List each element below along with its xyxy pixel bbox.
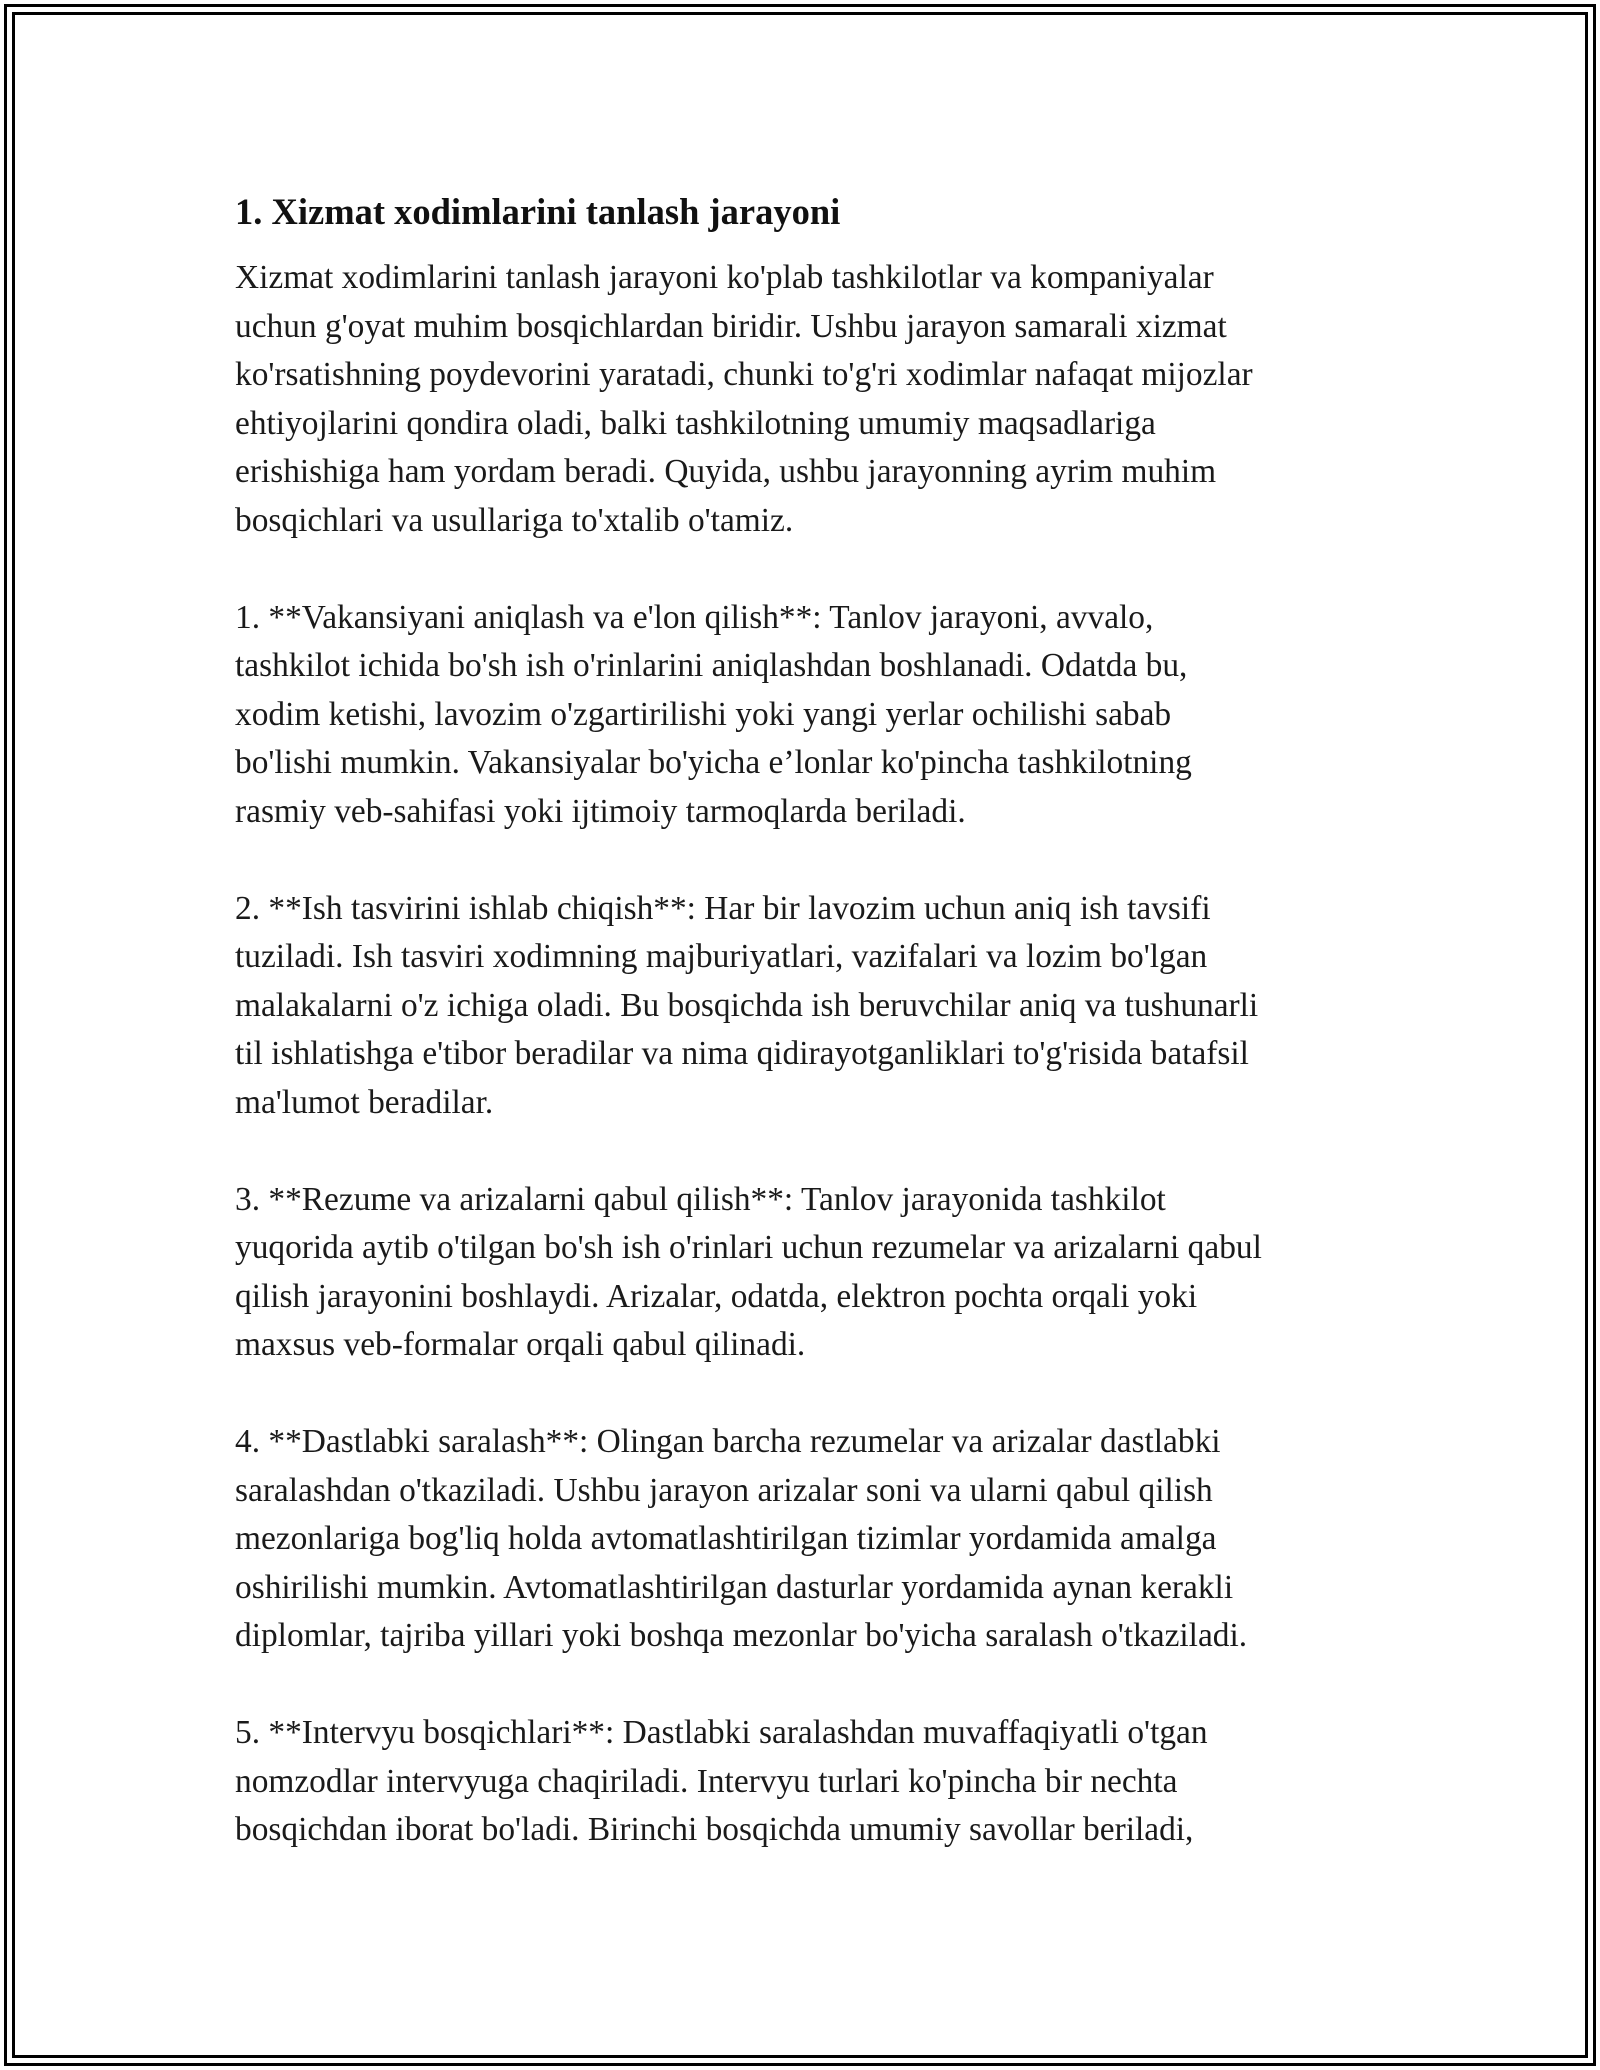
paragraph-step-1: 1. **Vakansiyani aniqlash va e'lon qilish**: Tanlov jarayoni, avvalo, tashkilot ichida bo'sh ish o'rinlarini aniqlashdan boshlanadi. Odatda bu, xodim ketishi, lavozim o'zgartirilishi yoki yangi yerlar ochilishi sabab bo'lishi mumkin. Vakansiyalar bo'yicha e’lonlar ko'pincha tashkilotning rasmiy veb-sahifasi yoki ijtimoiy tarmoqlarda beriladi. xyxy=(235,598,1192,830)
paragraph-step-5: 5. **Intervyu bosqichlari**: Dastlabki saralashdan muvaffaqiyatli o'tgan nomzodlar intervyuga chaqiriladi. Intervyu turlari ko'pincha bir nechta bosqichdan iborat bo'ladi. Birinchi bosqichda umumiy savollar beriladi, xyxy=(235,1714,1208,1848)
paragraph-step-4: 4. **Dastlabki saralash**: Olingan barcha rezumelar va arizalar dastlabki saralashdan o'tkaziladi. Ushbu jarayon arizalar soni va ularni qabul qilish mezonlariga bog'liq holda avtomatlashtirilgan tizimlar yordamida amalga oshirilishi mumkin. Avtomatlashtirilgan dasturlar yordamida aynan kerakli diplomlar, tajriba yillari yoki boshqa mezonlar bo'yicha saralash o'tkaziladi. xyxy=(235,1423,1248,1654)
paragraph-step-2: 2. **Ish tasvirini ishlab chiqish**: Har bir lavozim uchun aniq ish tavsifi tuziladi. Ish tasviri xodimning majburiyatlari, vazifalari va lozim bo'lgan malakalarni o'z ichiga oladi. Bu bosqichda ish beruvchilar aniq va tushunarli til ishlatishga e'tibor beradilar va nima qidirayotganliklari to'g'risida batafsil ma'lumot beradilar. xyxy=(235,889,1259,1121)
paragraph-step-3: 3. **Rezume va arizalarni qabul qilish**: Tanlov jarayonida tashkilot yuqorida aytib o'tilgan bo'sh ish o'rinlari uchun rezumelar va arizalarni qabul qilish jarayonini boshlaydi. Arizalar, odatda, elektron pochta orqali yoki maxsus veb-formalar orqali qabul qilinadi. xyxy=(235,1180,1262,1363)
document-body xyxy=(235,186,1375,1855)
intro-paragraph: Xizmat xodimlarini tanlash jarayoni ko'plab tashkilotlar va kompaniyalar uchun g'oyat muhim bosqichlardan biridir. Ushbu jarayon samarali xizmat ko'rsatishning poydevorini yaratadi, chunki to'g'ri xodimlar nafaqat mijozlar ehtiyojlarini qondira oladi, balki tashkilotning umumiy maqsadlariga erishishiga ham yordam beradi. Quyida, ushbu jarayonning ayrim muhim bosqichlari va usullariga to'xtalib o'tamiz. xyxy=(235,259,1253,539)
section-heading: 1. Xizmat xodimlarini tanlash jarayoni xyxy=(235,191,841,232)
